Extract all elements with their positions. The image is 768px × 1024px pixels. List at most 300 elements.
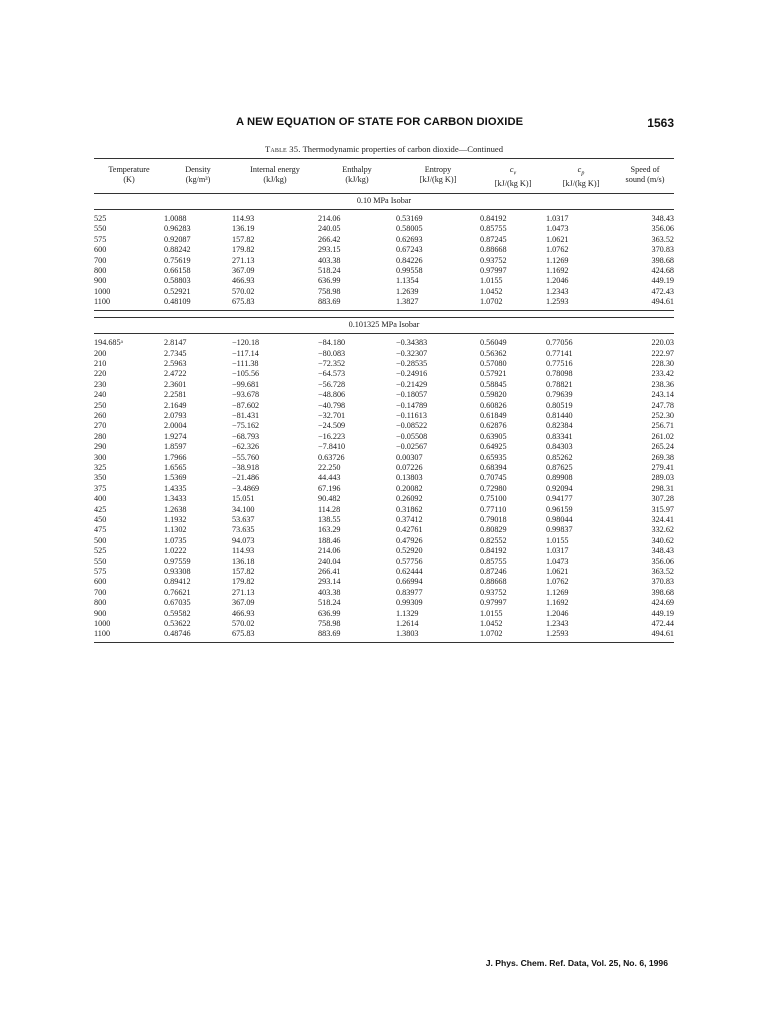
- cell-entropy: −0.18057: [396, 390, 428, 400]
- table-row: [94, 390, 674, 400]
- cell-enthalpy: 188.46: [318, 535, 341, 545]
- cell-speed-of-sound: 228.30: [651, 358, 674, 368]
- cell-temperature: 1000: [94, 619, 111, 629]
- isobar-title: 0.10 MPa Isobar: [94, 193, 674, 209]
- cell-enthalpy: 266.41: [318, 567, 341, 577]
- cell-cv: 1.0452: [480, 619, 503, 629]
- cell-temperature: 425: [94, 504, 107, 514]
- cell-cv: 0.85755: [480, 556, 507, 566]
- cell-cv: 0.57080: [480, 358, 507, 368]
- table-row: [94, 557, 674, 567]
- cell-cp: 1.0621: [546, 234, 569, 244]
- cell-enthalpy: 293.14: [318, 577, 341, 587]
- cell-cp: 0.83341: [546, 431, 573, 441]
- cell-cv: 1.0155: [480, 276, 503, 286]
- cell-cp: 1.0317: [546, 214, 569, 224]
- cell-entropy: −0.05508: [396, 431, 428, 441]
- cell-cp: 1.2343: [546, 619, 569, 629]
- cell-density: 0.93308: [164, 567, 191, 577]
- column-header-entropy: Entropy [kJ/(kg K)]: [396, 159, 480, 194]
- table-row: [94, 546, 674, 556]
- cell-speed-of-sound: 298.31: [651, 483, 674, 493]
- cell-internal-energy: −105.56: [232, 369, 260, 379]
- cell-speed-of-sound: 472.44: [651, 619, 674, 629]
- table-row: [94, 432, 674, 442]
- cell-cv: 0.80829: [480, 525, 507, 535]
- journal-citation: J. Phys. Chem. Ref. Data, Vol. 25, No. 6, 1996: [485, 958, 668, 968]
- cell-cv: 0.56362: [480, 348, 507, 358]
- cell-enthalpy: −32.701: [318, 410, 346, 420]
- cell-speed-of-sound: 307.28: [651, 494, 674, 504]
- cell-entropy: 0.62444: [396, 567, 423, 577]
- cell-density: 0.66158: [164, 266, 191, 276]
- cell-density: 2.2581: [164, 390, 187, 400]
- cell-internal-energy: −62.326: [232, 442, 260, 452]
- cell-enthalpy: 0.63726: [318, 452, 345, 462]
- table-row: [94, 297, 674, 310]
- cell-density: 0.52921: [164, 286, 191, 296]
- cell-temperature: 325: [94, 462, 107, 472]
- cell-speed-of-sound: 449.19: [651, 608, 674, 618]
- cell-speed-of-sound: 398.68: [651, 587, 674, 597]
- cell-enthalpy: 883.69: [318, 629, 396, 642]
- cell-cv: 0.84192: [480, 546, 507, 556]
- cell-enthalpy: 518.24: [318, 266, 341, 276]
- cell-temperature: 260: [94, 410, 107, 420]
- cell-cv: 0.97997: [480, 598, 507, 608]
- cell-cv: 0.60826: [480, 400, 507, 410]
- cell-cp: 1.2593: [546, 629, 616, 642]
- cell-entropy: −0.32307: [396, 348, 428, 358]
- cell-cp: 0.78821: [546, 379, 573, 389]
- cell-internal-energy: 675.83: [232, 629, 318, 642]
- column-header-temperature: Temperature (K): [94, 159, 164, 194]
- cell-density: 0.48109: [164, 297, 232, 310]
- cell-entropy: −0.14789: [396, 400, 428, 410]
- cell-entropy: 0.57756: [396, 556, 423, 566]
- cell-temperature: 1100: [94, 629, 164, 642]
- cell-density: 2.7345: [164, 348, 187, 358]
- cell-enthalpy: 636.99: [318, 608, 341, 618]
- cell-internal-energy: 179.82: [232, 577, 255, 587]
- cell-cv: 0.72980: [480, 483, 507, 493]
- cell-cv: 0.93752: [480, 255, 507, 265]
- table-row: [94, 484, 674, 494]
- cell-temperature: 700: [94, 587, 107, 597]
- cell-temperature: 300: [94, 452, 107, 462]
- table-row: [94, 525, 674, 535]
- cell-density: 0.67035: [164, 598, 191, 608]
- cell-cp: 0.77056: [546, 338, 573, 348]
- cell-density: 1.1302: [164, 525, 187, 535]
- cell-temperature: 575: [94, 567, 107, 577]
- cell-density: 1.4335: [164, 483, 187, 493]
- cell-enthalpy: −16.223: [318, 431, 346, 441]
- table-row: [94, 266, 674, 276]
- cell-speed-of-sound: 363.52: [651, 234, 674, 244]
- column-header-cv: $c_v$ [kJ/(kg K)]: [480, 159, 546, 194]
- cell-enthalpy: 266.42: [318, 234, 341, 244]
- cell-internal-energy: −3.4869: [232, 483, 260, 493]
- cell-density: 1.0088: [164, 214, 187, 224]
- cell-cp: 1.0762: [546, 577, 569, 587]
- cell-cp: 0.92094: [546, 483, 573, 493]
- cell-cp: 1.0621: [546, 567, 569, 577]
- cell-cv: 0.68394: [480, 462, 507, 472]
- cell-speed-of-sound: 398.68: [651, 255, 674, 265]
- cell-cv: 0.61849: [480, 410, 507, 420]
- cell-cp: 1.2593: [546, 297, 616, 310]
- cell-density: 0.59582: [164, 608, 191, 618]
- cell-internal-energy: 114.93: [232, 546, 255, 556]
- cell-cv: 0.79018: [480, 515, 507, 525]
- table-caption-label: Table 35.: [264, 144, 301, 154]
- table-row: [94, 463, 674, 473]
- cell-speed-of-sound: 252.30: [651, 410, 674, 420]
- cell-temperature: 800: [94, 266, 107, 276]
- cell-entropy: −0.11613: [396, 410, 427, 420]
- cell-entropy: 1.3827: [396, 297, 480, 310]
- cell-enthalpy: −40.798: [318, 400, 346, 410]
- cell-enthalpy: 67.196: [318, 483, 341, 493]
- table-row: [94, 442, 674, 452]
- cell-internal-energy: 73.635: [232, 525, 255, 535]
- column-header-speed-of-sound: Speed of sound (m/s): [616, 159, 674, 194]
- cell-cv: 1.0702: [480, 297, 546, 310]
- cell-temperature: 450: [94, 515, 107, 525]
- cell-enthalpy: 758.98: [318, 286, 341, 296]
- cell-enthalpy: −7.8410: [318, 442, 346, 452]
- cell-cp: 1.2046: [546, 608, 569, 618]
- cell-enthalpy: 240.05: [318, 224, 341, 234]
- table-row: [94, 338, 674, 348]
- cell-enthalpy: −24.509: [318, 421, 346, 431]
- table-row: [94, 567, 674, 577]
- cell-cv: 0.64925: [480, 442, 507, 452]
- cell-cv: 0.70745: [480, 473, 507, 483]
- cell-density: 0.58803: [164, 276, 191, 286]
- cell-entropy: 0.53169: [396, 214, 423, 224]
- section-spacer: [94, 310, 674, 317]
- cell-cv: 0.87245: [480, 234, 507, 244]
- cell-cp: 1.0155: [546, 535, 569, 545]
- table-row: [94, 276, 674, 286]
- cell-enthalpy: 22.250: [318, 462, 341, 472]
- cell-temperature: 270: [94, 421, 107, 431]
- cell-cp: 0.82384: [546, 421, 573, 431]
- cell-speed-of-sound: 238.36: [651, 379, 674, 389]
- cell-enthalpy: 240.04: [318, 556, 341, 566]
- cell-temperature: 200: [94, 348, 107, 358]
- cell-temperature: 400: [94, 494, 107, 504]
- running-title: A NEW EQUATION OF STATE FOR CARBON DIOXIDE: [236, 116, 524, 128]
- cell-entropy: 0.07226: [396, 462, 423, 472]
- cell-entropy: 0.99309: [396, 598, 423, 608]
- cell-temperature: 280: [94, 431, 107, 441]
- cell-enthalpy: 636.99: [318, 276, 341, 286]
- cell-cv: 0.63905: [480, 431, 507, 441]
- cell-internal-energy: 367.09: [232, 266, 255, 276]
- cell-cp: 0.79639: [546, 390, 573, 400]
- cell-cv: 0.56049: [480, 338, 507, 348]
- cell-enthalpy: 883.69: [318, 297, 396, 310]
- cp-symbol: $c_p$: [577, 165, 585, 177]
- cell-density: 0.96283: [164, 224, 191, 234]
- cell-density: 1.2638: [164, 504, 187, 514]
- cell-entropy: 0.83977: [396, 587, 423, 597]
- cell-internal-energy: 675.83: [232, 297, 318, 310]
- cell-cv: 0.84192: [480, 214, 507, 224]
- cell-enthalpy: 114.28: [318, 504, 341, 514]
- cell-cv: 1.0155: [480, 608, 503, 618]
- cell-internal-energy: 53.637: [232, 515, 255, 525]
- cell-internal-energy: −87.602: [232, 400, 260, 410]
- cell-cp: 0.85262: [546, 452, 573, 462]
- cell-enthalpy: 90.482: [318, 494, 341, 504]
- table-row: [94, 536, 674, 546]
- cell-cv: 0.93752: [480, 587, 507, 597]
- cell-cp: 1.2343: [546, 286, 569, 296]
- cell-density: 2.8147: [164, 338, 187, 348]
- cell-density: 1.0735: [164, 535, 187, 545]
- cell-speed-of-sound: 220.03: [651, 338, 674, 348]
- cell-density: 2.0004: [164, 421, 187, 431]
- cell-entropy: 0.47926: [396, 535, 423, 545]
- cell-density: 0.53622: [164, 619, 191, 629]
- cell-entropy: 0.84226: [396, 255, 423, 265]
- cell-temperature: 230: [94, 379, 107, 389]
- cell-cp: 1.2046: [546, 276, 569, 286]
- cell-enthalpy: 403.38: [318, 255, 341, 265]
- table-row: [94, 629, 674, 642]
- cell-speed-of-sound: 356.06: [651, 556, 674, 566]
- cell-internal-energy: 271.13: [232, 255, 255, 265]
- cell-internal-energy: 94.073: [232, 535, 255, 545]
- cell-density: 0.89412: [164, 577, 191, 587]
- section-header: [94, 193, 674, 209]
- cell-density: 1.8597: [164, 442, 187, 452]
- cell-temperature: 600: [94, 245, 107, 255]
- cell-internal-energy: −99.681: [232, 379, 260, 389]
- table-row: [94, 505, 674, 515]
- cell-enthalpy: −56.728: [318, 379, 346, 389]
- cell-cp: 1.0473: [546, 224, 569, 234]
- cell-temperature: 550: [94, 224, 107, 234]
- table-row: [94, 380, 674, 390]
- cell-temperature: 500: [94, 535, 107, 545]
- cell-internal-energy: 136.18: [232, 556, 255, 566]
- cell-entropy: 1.2639: [396, 286, 419, 296]
- cell-entropy: 0.99558: [396, 266, 423, 276]
- table-row: [94, 401, 674, 411]
- cell-entropy: 0.26092: [396, 494, 423, 504]
- table-header: [94, 159, 674, 194]
- cell-density: 1.5369: [164, 473, 187, 483]
- cell-enthalpy: 758.98: [318, 619, 341, 629]
- table-row: [94, 369, 674, 379]
- cell-entropy: 0.20082: [396, 483, 423, 493]
- cell-entropy: 0.42761: [396, 525, 423, 535]
- cell-internal-energy: 15.051: [232, 494, 255, 504]
- table-row: [94, 245, 674, 255]
- cell-enthalpy: 44.443: [318, 473, 341, 483]
- table-row: [94, 598, 674, 608]
- cell-internal-energy: −55.760: [232, 452, 260, 462]
- cell-cp: 0.78098: [546, 369, 573, 379]
- table-row: [94, 494, 674, 504]
- cell-cp: 1.1269: [546, 587, 569, 597]
- cell-internal-energy: 466.93: [232, 608, 255, 618]
- table-row: [94, 235, 674, 245]
- cell-density: 0.88242: [164, 245, 191, 255]
- cell-entropy: 0.37412: [396, 515, 423, 525]
- cell-entropy: −0.02567: [396, 442, 428, 452]
- cell-speed-of-sound: 472.43: [651, 286, 674, 296]
- cell-entropy: 0.62693: [396, 234, 423, 244]
- column-header-internal-energy: Internal energy (kJ/kg): [232, 159, 318, 194]
- cell-speed-of-sound: 261.02: [651, 431, 674, 441]
- cell-cp: 0.96159: [546, 504, 573, 514]
- cell-entropy: 0.13803: [396, 473, 423, 483]
- table-row: [94, 287, 674, 297]
- cell-enthalpy: −84.180: [318, 338, 346, 348]
- cell-density: 0.76621: [164, 587, 191, 597]
- column-header-density: Density (kg/m³): [164, 159, 232, 194]
- cell-enthalpy: 293.15: [318, 245, 341, 255]
- cell-cp: 0.80519: [546, 400, 573, 410]
- cell-cv: 0.88668: [480, 577, 507, 587]
- cell-cp: 1.1692: [546, 598, 569, 608]
- cell-enthalpy: −64.573: [318, 369, 346, 379]
- table-row: [94, 453, 674, 463]
- cell-temperature: 290: [94, 442, 107, 452]
- cell-cp: 0.87625: [546, 462, 573, 472]
- cell-enthalpy: −48.806: [318, 390, 346, 400]
- cell-internal-energy: −68.793: [232, 431, 260, 441]
- cell-speed-of-sound: 332.62: [651, 525, 674, 535]
- cell-temperature: 250: [94, 400, 107, 410]
- cell-speed-of-sound: 348.43: [651, 214, 674, 224]
- cell-entropy: 0.31862: [396, 504, 423, 514]
- column-header-cp: $c_p$ [kJ/(kg K)]: [546, 159, 616, 194]
- cell-internal-energy: 570.02: [232, 286, 255, 296]
- table-body: [94, 193, 674, 642]
- cell-internal-energy: 179.82: [232, 245, 255, 255]
- cell-cp: 1.1692: [546, 266, 569, 276]
- cell-enthalpy: 138.55: [318, 515, 341, 525]
- cell-cv: 1.0702: [480, 629, 546, 642]
- table-row: [94, 515, 674, 525]
- cell-temperature: 600: [94, 577, 107, 587]
- cell-speed-of-sound: 315.97: [651, 504, 674, 514]
- cell-enthalpy: 403.38: [318, 587, 341, 597]
- table-row: [94, 619, 674, 629]
- table-row: [94, 421, 674, 431]
- cell-density: 0.48746: [164, 629, 232, 642]
- cell-cv: 0.97997: [480, 266, 507, 276]
- cell-internal-energy: 570.02: [232, 619, 255, 629]
- table-row: [94, 411, 674, 421]
- cell-enthalpy: 214.06: [318, 546, 341, 556]
- cell-density: 1.9274: [164, 431, 187, 441]
- cell-entropy: 0.58005: [396, 224, 423, 234]
- cell-speed-of-sound: 324.41: [651, 515, 674, 525]
- cell-temperature: 525: [94, 546, 107, 556]
- cell-internal-energy: 271.13: [232, 587, 255, 597]
- cell-internal-energy: −117.14: [232, 348, 259, 358]
- cell-speed-of-sound: 356.06: [651, 224, 674, 234]
- cell-temperature: 220: [94, 369, 107, 379]
- cell-density: 0.75619: [164, 255, 191, 265]
- cell-internal-energy: −93.678: [232, 390, 260, 400]
- cell-cv: 0.88668: [480, 245, 507, 255]
- table-row: [94, 577, 674, 587]
- cell-enthalpy: 163.29: [318, 525, 341, 535]
- table-row: [94, 224, 674, 234]
- cell-cp: 0.84303: [546, 442, 573, 452]
- cell-cv: 0.82552: [480, 535, 507, 545]
- cell-density: 0.97559: [164, 556, 191, 566]
- cell-cv: 0.75100: [480, 494, 507, 504]
- section-header: [94, 317, 674, 333]
- cell-entropy: 1.2614: [396, 619, 419, 629]
- cell-entropy: 0.67243: [396, 245, 423, 255]
- cell-density: 1.7966: [164, 452, 187, 462]
- cell-temperature: 210: [94, 358, 107, 368]
- cell-entropy: −0.21429: [396, 379, 428, 389]
- cell-density: 1.3433: [164, 494, 187, 504]
- column-header-enthalpy: Enthalpy (kJ/kg): [318, 159, 396, 194]
- cell-temperature: 475: [94, 525, 107, 535]
- cell-density: 1.6565: [164, 462, 187, 472]
- cell-entropy: −0.28535: [396, 358, 428, 368]
- isobar-title: 0.101325 MPa Isobar: [94, 317, 674, 333]
- cv-symbol: $c_v$: [509, 165, 517, 177]
- cell-enthalpy: 518.24: [318, 598, 341, 608]
- cell-temperature: 700: [94, 255, 107, 265]
- cell-cp: 1.0473: [546, 556, 569, 566]
- cell-density: 2.3601: [164, 379, 187, 389]
- cell-cp: 1.0762: [546, 245, 569, 255]
- cell-enthalpy: −80.083: [318, 348, 346, 358]
- cell-entropy: −0.34383: [396, 338, 428, 348]
- table-row: [94, 473, 674, 483]
- cell-density: 0.92087: [164, 234, 191, 244]
- cell-internal-energy: −81.431: [232, 410, 260, 420]
- cell-cv: 0.62876: [480, 421, 507, 431]
- cell-speed-of-sound: 424.69: [651, 598, 674, 608]
- cell-cv: 1.0452: [480, 286, 503, 296]
- cell-entropy: 0.52920: [396, 546, 423, 556]
- cell-cv: 0.85755: [480, 224, 507, 234]
- cell-cp: 0.98044: [546, 515, 573, 525]
- cell-internal-energy: 157.82: [232, 234, 255, 244]
- cell-speed-of-sound: 424.68: [651, 266, 674, 276]
- cell-density: 2.0793: [164, 410, 187, 420]
- cell-cp: 1.0317: [546, 546, 569, 556]
- cell-speed-of-sound: 363.52: [651, 567, 674, 577]
- cell-speed-of-sound: 370.83: [651, 577, 674, 587]
- cell-temperature: 550: [94, 556, 107, 566]
- thermodynamic-properties-table: [94, 158, 674, 643]
- cell-density: 2.1649: [164, 400, 187, 410]
- cell-cv: 0.65935: [480, 452, 507, 462]
- cell-cv: 0.59820: [480, 390, 507, 400]
- cell-speed-of-sound: 243.14: [651, 390, 674, 400]
- cell-internal-energy: −75.162: [232, 421, 260, 431]
- cell-internal-energy: 367.09: [232, 598, 255, 608]
- cell-internal-energy: −120.18: [232, 338, 260, 348]
